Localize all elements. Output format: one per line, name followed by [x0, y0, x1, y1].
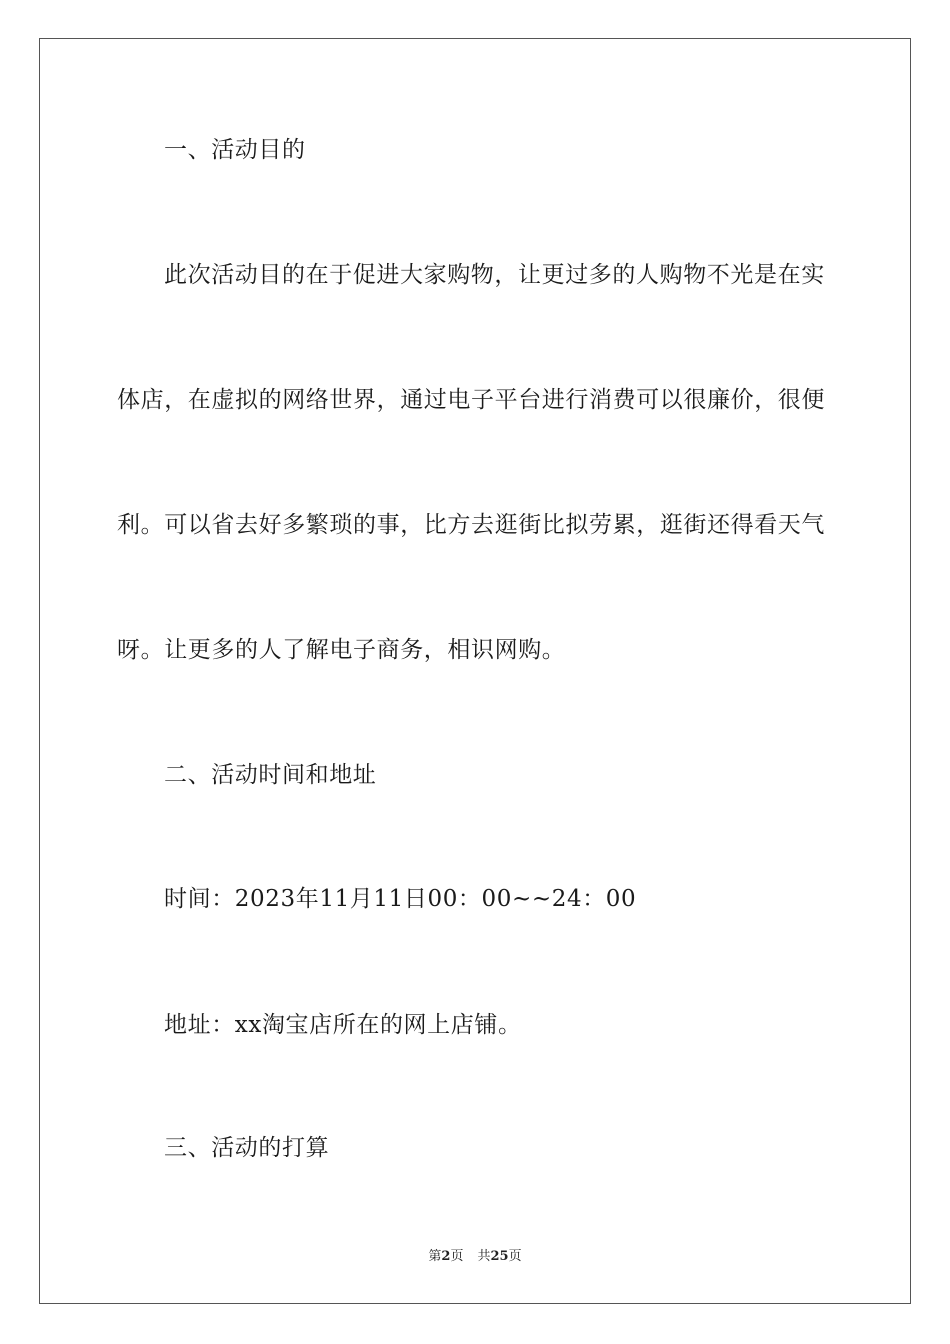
current-page-number: 2 [441, 1249, 451, 1264]
total-prefix: 共 [477, 1249, 491, 1264]
page-prefix: 第 [428, 1249, 442, 1264]
total-page-count: 25 [490, 1249, 509, 1264]
page-suffix: 页 [450, 1249, 464, 1264]
paragraph-line: 利。可以省去好多繁琐的事，比方去逛街比拟劳累，逛街还得看天气 [117, 512, 825, 538]
paragraph-line: 此次活动目的在于促进大家购物，让更过多的人购物不光是在实 [164, 262, 825, 288]
paragraph-line: 呀。让更多的人了解电子商务，相识网购。 [117, 637, 566, 663]
section-heading-plan: 三、活动的打算 [164, 1135, 330, 1161]
page-footer [0, 1248, 950, 1266]
event-time: 时间：2023年11月11日00：00~~24：00 [164, 886, 637, 912]
page-border [39, 38, 911, 1304]
paragraph-line: 体店，在虚拟的网络世界，通过电子平台进行消费可以很廉价，很便 [117, 387, 825, 413]
section-heading-time-place: 二、活动时间和地址 [164, 762, 377, 788]
section-heading-purpose: 一、活动目的 [164, 137, 306, 163]
total-suffix: 页 [508, 1249, 522, 1264]
event-address: 地址：xx淘宝店所在的网上店铺。 [164, 1012, 522, 1038]
